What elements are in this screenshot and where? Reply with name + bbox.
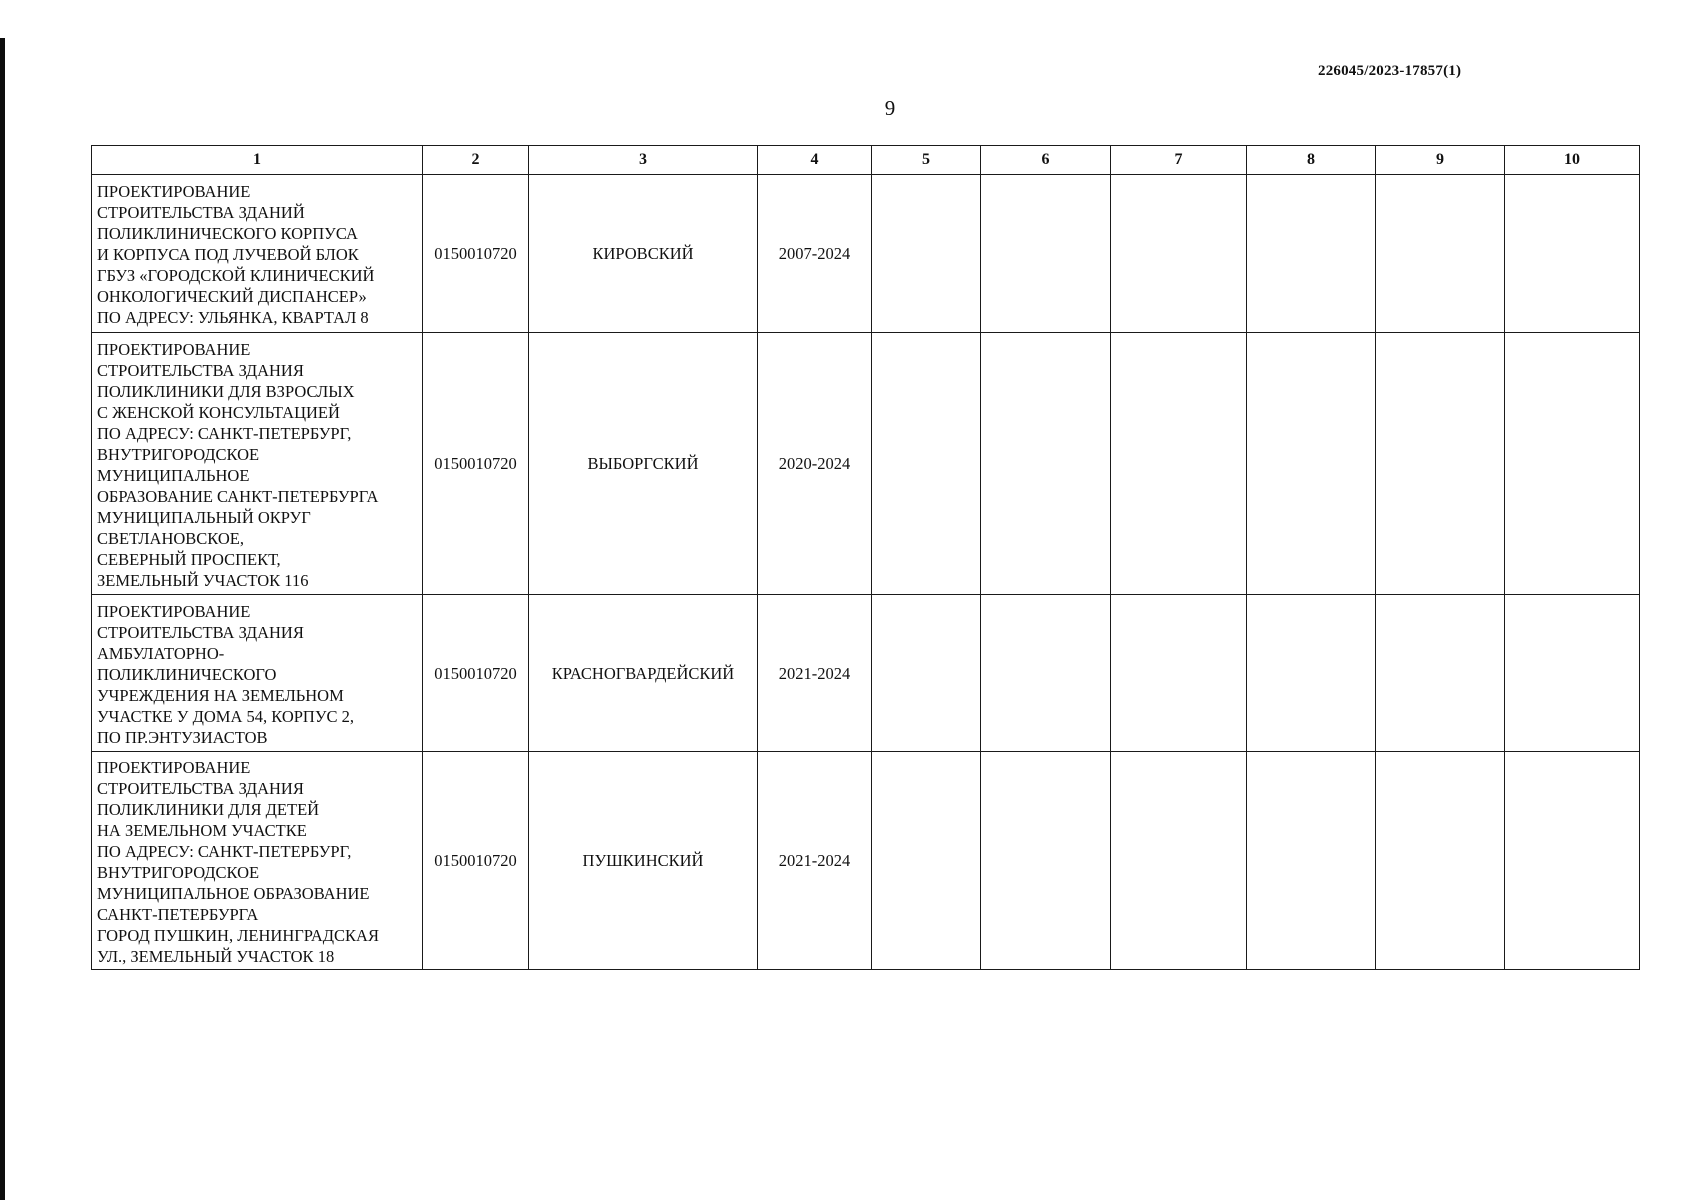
period-cell: 2021-2024 (758, 752, 872, 970)
object-name-cell: ПРОЕКТИРОВАНИЕ СТРОИТЕЛЬСТВА ЗДАНИЙ ПОЛИКЛИНИЧЕСКОГО КОРПУСА И КОРПУСА ПОД ЛУЧЕВОЙ БЛОК ГБУЗ «ГОРОДСКОЙ КЛИНИЧЕСКИЙ ОНКОЛОГИЧЕСКИЙ ДИСПАНСЕР» ПО АДРЕСУ: УЛЬЯНКА, КВАРТАЛ 8 (92, 175, 423, 333)
column-6-cell (981, 595, 1111, 752)
district-cell: ПУШКИНСКИЙ (529, 752, 758, 970)
table-row (92, 752, 1640, 970)
period-cell: 2021-2024 (758, 595, 872, 752)
column-8-cell (1247, 333, 1376, 595)
column-header-5: 5 (872, 146, 981, 175)
column-6-cell (981, 175, 1111, 333)
column-header-7: 7 (1111, 146, 1247, 175)
column-9-cell (1376, 595, 1505, 752)
object-name-cell: ПРОЕКТИРОВАНИЕ СТРОИТЕЛЬСТВА ЗДАНИЯ ПОЛИКЛИНИКИ ДЛЯ ВЗРОСЛЫХ С ЖЕНСКОЙ КОНСУЛЬТАЦИЕЙ ПО АДРЕСУ: САНКТ-ПЕТЕРБУРГ, ВНУТРИГОРОДСКОЕ МУНИЦИПАЛЬНОЕ ОБРАЗОВАНИЕ САНКТ-ПЕТЕРБУРГА МУНИЦИПАЛЬНЫЙ ОКРУГ СВЕТЛАНОВСКОЕ, СЕВЕРНЫЙ ПРОСПЕКТ, ЗЕМЕЛЬНЫЙ УЧАСТОК 116 (92, 333, 423, 595)
code-cell: 0150010720 (423, 333, 529, 595)
column-8-cell (1247, 752, 1376, 970)
column-5-cell (872, 752, 981, 970)
column-10-cell (1505, 175, 1640, 333)
column-7-cell (1111, 595, 1247, 752)
table-header (92, 146, 1640, 175)
column-8-cell (1247, 175, 1376, 333)
column-9-cell (1376, 752, 1505, 970)
period-cell: 2020-2024 (758, 333, 872, 595)
column-10-cell (1505, 752, 1640, 970)
column-5-cell (872, 175, 981, 333)
column-5-cell (872, 333, 981, 595)
district-cell: ВЫБОРГСКИЙ (529, 333, 758, 595)
column-7-cell (1111, 333, 1247, 595)
column-5-cell (872, 595, 981, 752)
column-7-cell (1111, 175, 1247, 333)
district-cell: КРАСНОГВАРДЕЙСКИЙ (529, 595, 758, 752)
object-name-cell: ПРОЕКТИРОВАНИЕ СТРОИТЕЛЬСТВА ЗДАНИЯ АМБУЛАТОРНО- ПОЛИКЛИНИЧЕСКОГО УЧРЕЖДЕНИЯ НА ЗЕМЕЛЬНОМ УЧАСТКЕ У ДОМА 54, КОРПУС 2, ПО ПР.ЭНТУЗИАСТОВ (92, 595, 423, 752)
column-8-cell (1247, 595, 1376, 752)
column-header-3: 3 (529, 146, 758, 175)
table-row (92, 333, 1640, 595)
district-cell: КИРОВСКИЙ (529, 175, 758, 333)
document-number: 226045/2023-17857(1) (1318, 63, 1462, 79)
column-header-8: 8 (1247, 146, 1376, 175)
code-cell: 0150010720 (423, 175, 529, 333)
column-10-cell (1505, 333, 1640, 595)
column-header-6: 6 (981, 146, 1111, 175)
header-row (92, 146, 1640, 175)
data-table (91, 145, 1640, 970)
column-header-4: 4 (758, 146, 872, 175)
table-row (92, 595, 1640, 752)
column-header-2: 2 (423, 146, 529, 175)
period-cell: 2007-2024 (758, 175, 872, 333)
column-9-cell (1376, 175, 1505, 333)
column-header-1: 1 (92, 146, 423, 175)
code-cell: 0150010720 (423, 752, 529, 970)
column-7-cell (1111, 752, 1247, 970)
column-10-cell (1505, 595, 1640, 752)
column-header-10: 10 (1505, 146, 1640, 175)
column-6-cell (981, 333, 1111, 595)
page-number: 9 (884, 96, 896, 120)
object-name-cell: ПРОЕКТИРОВАНИЕ СТРОИТЕЛЬСТВА ЗДАНИЯ ПОЛИКЛИНИКИ ДЛЯ ДЕТЕЙ НА ЗЕМЕЛЬНОМ УЧАСТКЕ ПО АДРЕСУ: САНКТ-ПЕТЕРБУРГ, ВНУТРИГОРОДСКОЕ МУНИЦИПАЛЬНОЕ ОБРАЗОВАНИЕ САНКТ-ПЕТЕРБУРГА ГОРОД ПУШКИН, ЛЕНИНГРАДСКАЯ УЛ., ЗЕМЕЛЬНЫЙ УЧАСТОК 18 (92, 752, 423, 970)
column-6-cell (981, 752, 1111, 970)
code-cell: 0150010720 (423, 595, 529, 752)
scan-edge (0, 38, 5, 1200)
table-body (92, 175, 1640, 970)
column-9-cell (1376, 333, 1505, 595)
column-header-9: 9 (1376, 146, 1505, 175)
table-row (92, 175, 1640, 333)
